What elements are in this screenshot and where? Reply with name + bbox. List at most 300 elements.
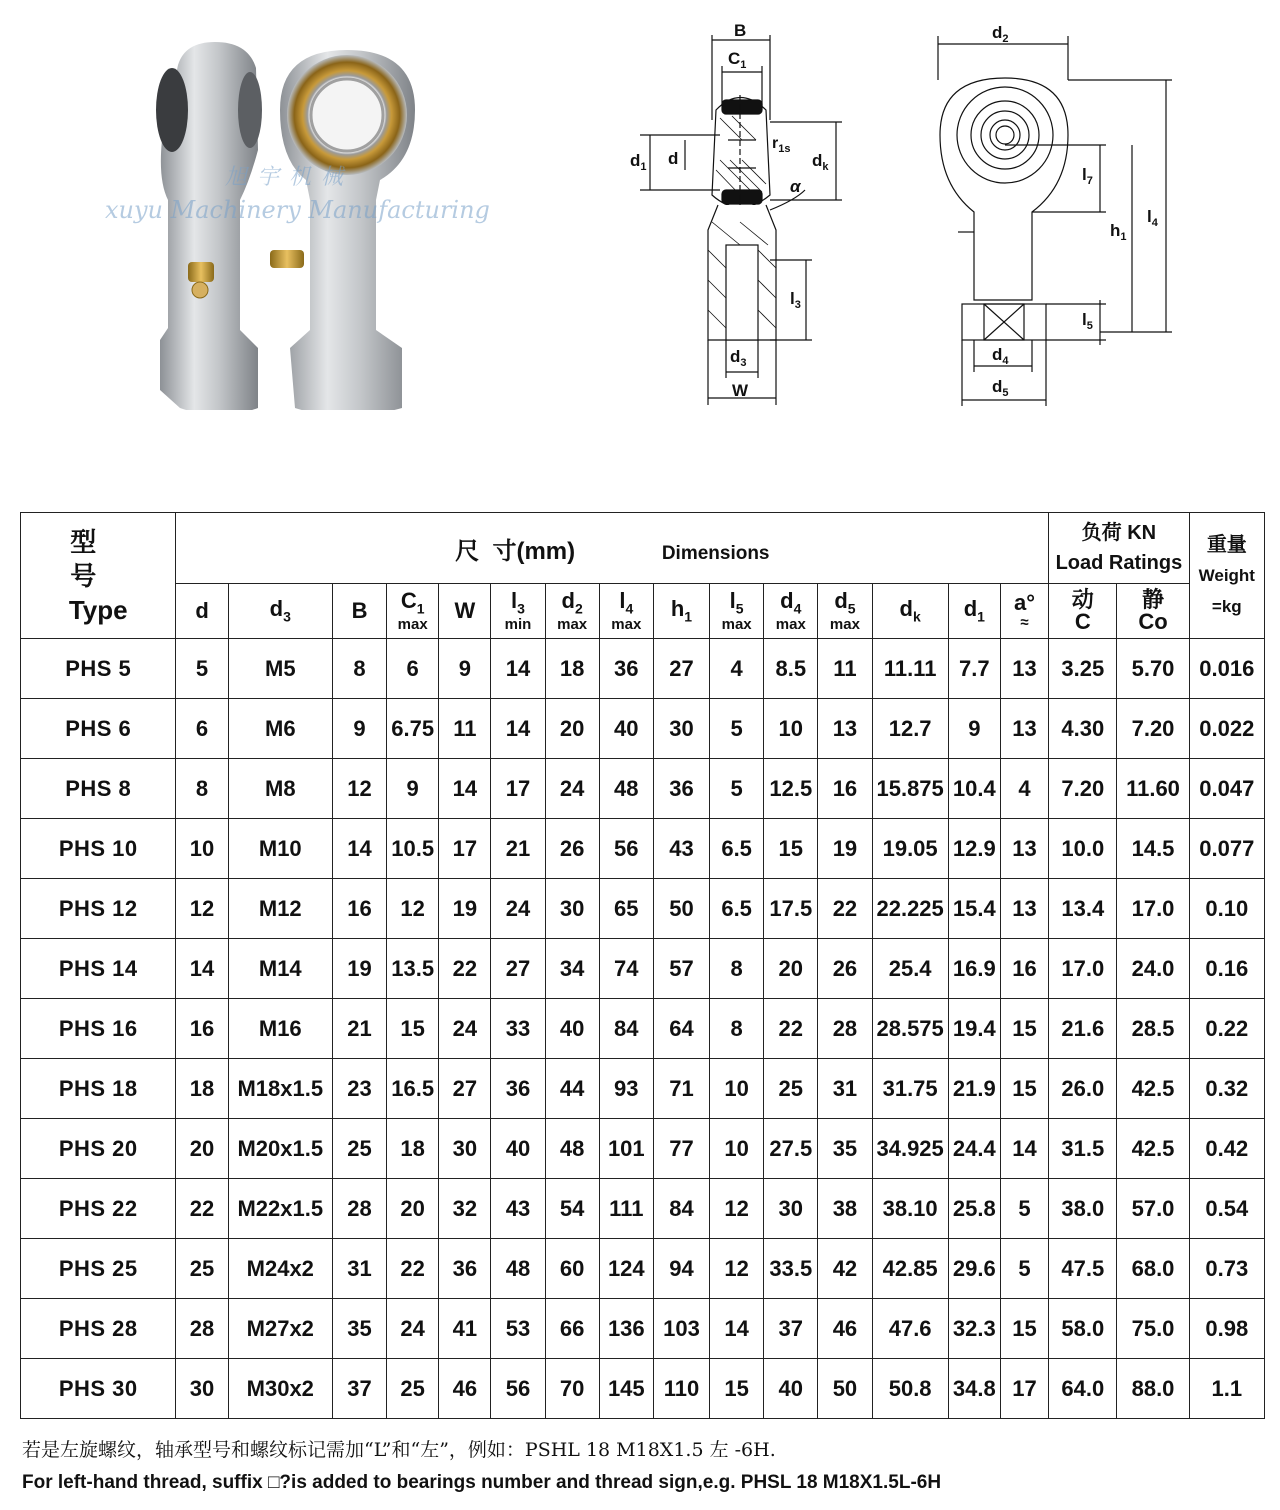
- table-cell: 31.75: [872, 1059, 948, 1119]
- table-cell: 36: [491, 1059, 545, 1119]
- type-cell: PHS 14: [21, 939, 176, 999]
- table-cell: 40: [599, 699, 653, 759]
- label-d5: $d_5$: [992, 377, 1009, 399]
- table-cell: 56: [599, 819, 653, 879]
- header-type-en: Type: [68, 594, 128, 625]
- column-header-row: [21, 584, 1265, 639]
- table-cell: 124: [599, 1239, 653, 1299]
- header-weight: [1189, 513, 1264, 639]
- table-cell: 17: [439, 819, 491, 879]
- column-header: $h_1$: [653, 584, 709, 639]
- table-cell: 28: [818, 999, 872, 1059]
- table-cell: 10.4: [948, 759, 1000, 819]
- table-cell: 17: [491, 759, 545, 819]
- table-cell: 25: [764, 1059, 818, 1119]
- table-cell: M30x2: [228, 1359, 332, 1419]
- table-cell: 74: [599, 939, 653, 999]
- table-cell: 9: [332, 699, 386, 759]
- section-drawing: [615, 15, 850, 410]
- table-cell: 12.7: [872, 699, 948, 759]
- rod-end-front-view: [270, 50, 415, 410]
- type-cell: PHS 10: [21, 819, 176, 879]
- table-cell: 22: [387, 1239, 439, 1299]
- table-cell: 25.4: [872, 939, 948, 999]
- table-cell: 42.5: [1117, 1119, 1189, 1179]
- table-cell: 40: [545, 999, 599, 1059]
- table-cell: 30: [764, 1179, 818, 1239]
- table-cell: 9: [439, 639, 491, 699]
- table-cell: 5: [710, 759, 764, 819]
- table-cell: 10: [176, 819, 228, 879]
- table-cell: 101: [599, 1119, 653, 1179]
- table-cell: M18x1.5: [228, 1059, 332, 1119]
- table-cell: 20: [387, 1179, 439, 1239]
- table-cell: 56: [491, 1359, 545, 1419]
- label-alpha: α: [790, 177, 801, 196]
- table-cell: 35: [332, 1299, 386, 1359]
- table-cell: 6.75: [387, 699, 439, 759]
- table-cell: 26.0: [1049, 1059, 1117, 1119]
- table-cell: 84: [653, 1179, 709, 1239]
- table-cell: 25: [332, 1119, 386, 1179]
- table-cell: 58.0: [1049, 1299, 1117, 1359]
- table-cell: 1.1: [1189, 1359, 1264, 1419]
- table-cell: 9: [387, 759, 439, 819]
- table-cell: 14: [491, 699, 545, 759]
- table-cell: 14: [332, 819, 386, 879]
- table-cell: 33.5: [764, 1239, 818, 1299]
- table-cell: 22.225: [872, 879, 948, 939]
- label-d2: $d_2$: [992, 23, 1009, 45]
- table-cell: 0.73: [1189, 1239, 1264, 1299]
- table-cell: 21: [491, 819, 545, 879]
- table-cell: 12: [387, 879, 439, 939]
- table-cell: 84: [599, 999, 653, 1059]
- table-cell: 32: [439, 1179, 491, 1239]
- table-cell: 0.16: [1189, 939, 1264, 999]
- table-row: [21, 759, 1265, 819]
- table-cell: M24x2: [228, 1239, 332, 1299]
- label-l7: $l_7$: [1082, 165, 1093, 187]
- table-cell: 15: [764, 819, 818, 879]
- table-cell: 25: [387, 1359, 439, 1419]
- table-cell: 7.7: [948, 639, 1000, 699]
- note-en: For left-hand thread, suffix □?is added to bearings number and thread sign,e.g. PHSL 18 M18X1.5L-6H: [22, 1472, 942, 1493]
- table-cell: M8: [228, 759, 332, 819]
- table-cell: 43: [653, 819, 709, 879]
- table-cell: 48: [599, 759, 653, 819]
- table-cell: 13: [818, 699, 872, 759]
- table-cell: 15: [1000, 999, 1048, 1059]
- table-cell: 13: [1000, 699, 1048, 759]
- column-header: W: [439, 584, 491, 639]
- table-cell: 13: [1000, 639, 1048, 699]
- table-cell: 54: [545, 1179, 599, 1239]
- table-cell: 21: [332, 999, 386, 1059]
- table-cell: 12.9: [948, 819, 1000, 879]
- table-cell: 11: [439, 699, 491, 759]
- header-type: [21, 513, 176, 639]
- table-cell: 46: [439, 1359, 491, 1419]
- table-cell: M5: [228, 639, 332, 699]
- table-cell: 27: [439, 1059, 491, 1119]
- type-cell: PHS 16: [21, 999, 176, 1059]
- table-cell: 33: [491, 999, 545, 1059]
- table-cell: 5: [1000, 1179, 1048, 1239]
- table-cell: 0.047: [1189, 759, 1264, 819]
- table-cell: 10: [764, 699, 818, 759]
- watermark-en: xuyu Machinery Manufacturing: [105, 196, 490, 224]
- table-cell: 24.0: [1117, 939, 1189, 999]
- table-cell: 15: [1000, 1299, 1048, 1359]
- table-cell: 0.98: [1189, 1299, 1264, 1359]
- table-cell: 15: [710, 1359, 764, 1419]
- table-cell: 64.0: [1049, 1359, 1117, 1419]
- header-dimensions-cn: 尺 寸(mm): [455, 537, 576, 565]
- table-row: [21, 1119, 1265, 1179]
- table-cell: 13: [1000, 879, 1048, 939]
- label-l5: $l_5$: [1082, 310, 1093, 332]
- table-cell: 71: [653, 1059, 709, 1119]
- table-cell: 22: [764, 999, 818, 1059]
- table-cell: 22: [176, 1179, 228, 1239]
- type-cell: PHS 22: [21, 1179, 176, 1239]
- table-cell: 15: [1000, 1059, 1048, 1119]
- table-cell: 16.9: [948, 939, 1000, 999]
- table-cell: 48: [491, 1239, 545, 1299]
- table-cell: 10: [710, 1059, 764, 1119]
- table-cell: 8: [710, 999, 764, 1059]
- type-cell: PHS 18: [21, 1059, 176, 1119]
- table-cell: M22x1.5: [228, 1179, 332, 1239]
- table-cell: M20x1.5: [228, 1119, 332, 1179]
- table-cell: 14: [710, 1299, 764, 1359]
- table-cell: 50: [818, 1359, 872, 1419]
- header-weight-cn: 重量: [1206, 533, 1247, 556]
- table-cell: 34: [545, 939, 599, 999]
- table-cell: M10: [228, 819, 332, 879]
- table-cell: 18: [176, 1059, 228, 1119]
- table-row: [21, 1179, 1265, 1239]
- type-cell: PHS 8: [21, 759, 176, 819]
- table-cell: 136: [599, 1299, 653, 1359]
- column-header: $d_3$: [228, 584, 332, 639]
- header-load-cn: 负荷 KN: [1081, 522, 1157, 544]
- table-cell: 17: [1000, 1359, 1048, 1419]
- table-cell: 20: [176, 1119, 228, 1179]
- table-cell: 14: [176, 939, 228, 999]
- table-cell: 27: [653, 639, 709, 699]
- table-cell: 6: [176, 699, 228, 759]
- table-cell: 64: [653, 999, 709, 1059]
- label-h1: $h_1$: [1110, 221, 1127, 243]
- column-header: $C_1$ max: [387, 584, 439, 639]
- table-cell: 0.54: [1189, 1179, 1264, 1239]
- table-cell: 25.8: [948, 1179, 1000, 1239]
- table-row: [21, 699, 1265, 759]
- header-weight-unit: =kg: [1211, 596, 1242, 616]
- rod-end-side-view: [156, 42, 262, 410]
- table-cell: 24: [439, 999, 491, 1059]
- table-cell: 13.5: [387, 939, 439, 999]
- table-cell: 34.925: [872, 1119, 948, 1179]
- note-cn: 若是左旋螺纹，轴承型号和螺纹标记需加“L”和“左”，例如：PSHL 18 M18X1.5 左 -6H.: [22, 1439, 776, 1461]
- table-cell: 12: [332, 759, 386, 819]
- table-cell: 57: [653, 939, 709, 999]
- header-load: [1049, 513, 1189, 584]
- label-dk: $d_k$: [812, 151, 829, 173]
- table-cell: 16: [818, 759, 872, 819]
- table-cell: 4: [1000, 759, 1048, 819]
- table-cell: 13: [1000, 819, 1048, 879]
- table-cell: 29.6: [948, 1239, 1000, 1299]
- table-cell: 28.5: [1117, 999, 1189, 1059]
- table-cell: 103: [653, 1299, 709, 1359]
- table-cell: 31: [332, 1239, 386, 1299]
- table-cell: M12: [228, 879, 332, 939]
- table-cell: 5: [1000, 1239, 1048, 1299]
- table-cell: 19: [332, 939, 386, 999]
- column-header: $l_4$ max: [599, 584, 653, 639]
- table-cell: 17.0: [1117, 879, 1189, 939]
- table-cell: 57.0: [1117, 1179, 1189, 1239]
- table-cell: 19: [818, 819, 872, 879]
- label-d3: $d_3$: [730, 347, 747, 369]
- table-cell: 14: [439, 759, 491, 819]
- table-cell: 3.25: [1049, 639, 1117, 699]
- table-cell: 40: [491, 1119, 545, 1179]
- table-cell: 66: [545, 1299, 599, 1359]
- table-cell: M14: [228, 939, 332, 999]
- table-cell: 30: [653, 699, 709, 759]
- table-cell: 47.5: [1049, 1239, 1117, 1299]
- column-header: $d_4$ max: [764, 584, 818, 639]
- table-cell: 42.85: [872, 1239, 948, 1299]
- table-row: [21, 1299, 1265, 1359]
- table-cell: 21.9: [948, 1059, 1000, 1119]
- table-cell: 75.0: [1117, 1299, 1189, 1359]
- table-cell: 5.70: [1117, 639, 1189, 699]
- table-cell: 6.5: [710, 819, 764, 879]
- label-l4: $l_4$: [1147, 207, 1158, 229]
- load-column-header: 静 Co: [1117, 584, 1189, 639]
- label-d4: $d_4$: [992, 345, 1009, 367]
- table-cell: 77: [653, 1119, 709, 1179]
- table-cell: 42.5: [1117, 1059, 1189, 1119]
- table-cell: 88.0: [1117, 1359, 1189, 1419]
- table-cell: 8: [710, 939, 764, 999]
- table-cell: 37: [764, 1299, 818, 1359]
- table-cell: 12: [710, 1179, 764, 1239]
- table-cell: 17.5: [764, 879, 818, 939]
- table-cell: 30: [545, 879, 599, 939]
- table-cell: 35: [818, 1119, 872, 1179]
- table-cell: 31.5: [1049, 1119, 1117, 1179]
- table-cell: 17.0: [1049, 939, 1117, 999]
- table-cell: M27x2: [228, 1299, 332, 1359]
- column-header: $d_2$ max: [545, 584, 599, 639]
- table-cell: 28: [332, 1179, 386, 1239]
- type-cell: PHS 28: [21, 1299, 176, 1359]
- table-cell: 27.5: [764, 1119, 818, 1179]
- table-cell: 53: [491, 1299, 545, 1359]
- table-cell: 11.60: [1117, 759, 1189, 819]
- table-cell: 30: [439, 1119, 491, 1179]
- table-cell: 46: [818, 1299, 872, 1359]
- header-load-en: Load Ratings: [1055, 552, 1183, 574]
- table-cell: 7.20: [1049, 759, 1117, 819]
- table-cell: 36: [439, 1239, 491, 1299]
- label-d: d: [668, 149, 679, 168]
- table-cell: 37: [332, 1359, 386, 1419]
- column-header: B: [332, 584, 386, 639]
- table-cell: 10: [710, 1119, 764, 1179]
- table-cell: 23: [332, 1059, 386, 1119]
- table-cell: 20: [545, 699, 599, 759]
- table-row: [21, 819, 1265, 879]
- column-header: $l_3$ min: [491, 584, 545, 639]
- table-row: [21, 1059, 1265, 1119]
- table-cell: 22: [818, 879, 872, 939]
- column-header: d: [176, 584, 228, 639]
- table-cell: 70: [545, 1359, 599, 1419]
- table-cell: 16: [332, 879, 386, 939]
- table-cell: 6: [387, 639, 439, 699]
- label-l3: $l_3$: [790, 289, 801, 311]
- table-cell: 28: [176, 1299, 228, 1359]
- table-cell: 19.05: [872, 819, 948, 879]
- table-cell: 48: [545, 1119, 599, 1179]
- table-cell: 8: [332, 639, 386, 699]
- table-cell: 36: [653, 759, 709, 819]
- header-type-cn: 型号: [70, 526, 157, 591]
- column-header: $l_5$ max: [710, 584, 764, 639]
- type-cell: PHS 20: [21, 1119, 176, 1179]
- table-cell: 21.6: [1049, 999, 1117, 1059]
- table-cell: 13.4: [1049, 879, 1117, 939]
- header-dimensions-en: Dimensions: [661, 542, 770, 564]
- table-row: [21, 1359, 1265, 1419]
- table-cell: 6.5: [710, 879, 764, 939]
- watermark-cn: 旭宇机械: [225, 165, 354, 190]
- table-row: [21, 879, 1265, 939]
- table-cell: 30: [176, 1359, 228, 1419]
- table-cell: 12.5: [764, 759, 818, 819]
- column-header: $d_k$: [872, 584, 948, 639]
- table-cell: 24: [545, 759, 599, 819]
- label-d1: $d_1$: [630, 151, 647, 173]
- table-cell: 60: [545, 1239, 599, 1299]
- label-r1s: $r_{1s}$: [772, 135, 791, 155]
- table-cell: 4: [710, 639, 764, 699]
- table-cell: 40: [764, 1359, 818, 1419]
- header-weight-en: Weight: [1198, 565, 1255, 585]
- table-cell: 15.875: [872, 759, 948, 819]
- table-cell: 12: [176, 879, 228, 939]
- table-cell: 14.5: [1117, 819, 1189, 879]
- spec-table: [20, 512, 1265, 1419]
- label-C1: $C_1$: [728, 49, 747, 71]
- table-cell: 34.8: [948, 1359, 1000, 1419]
- table-cell: 25: [176, 1239, 228, 1299]
- table-cell: 28.575: [872, 999, 948, 1059]
- table-cell: 93: [599, 1059, 653, 1119]
- label-B: B: [734, 21, 747, 40]
- table-cell: 10.0: [1049, 819, 1117, 879]
- table-cell: 111: [599, 1179, 653, 1239]
- table-row: [21, 639, 1265, 699]
- table-cell: 8: [176, 759, 228, 819]
- table-cell: 32.3: [948, 1299, 1000, 1359]
- table-cell: 16: [176, 999, 228, 1059]
- label-W: W: [732, 381, 749, 400]
- table-cell: 4.30: [1049, 699, 1117, 759]
- table-cell: 15: [387, 999, 439, 1059]
- table-cell: 38.0: [1049, 1179, 1117, 1239]
- table-cell: 20: [764, 939, 818, 999]
- table-cell: 50.8: [872, 1359, 948, 1419]
- table-cell: 0.22: [1189, 999, 1264, 1059]
- column-header: $d_1$: [948, 584, 1000, 639]
- table-body: [21, 639, 1265, 1419]
- table-cell: 68.0: [1117, 1239, 1189, 1299]
- table-cell: 0.077: [1189, 819, 1264, 879]
- table-cell: 16: [1000, 939, 1048, 999]
- table-cell: 8.5: [764, 639, 818, 699]
- table-cell: 19: [439, 879, 491, 939]
- table-cell: M6: [228, 699, 332, 759]
- table-cell: 65: [599, 879, 653, 939]
- table-cell: 47.6: [872, 1299, 948, 1359]
- table-cell: 11.11: [872, 639, 948, 699]
- column-header: a° ≈: [1000, 584, 1048, 639]
- type-cell: PHS 5: [21, 639, 176, 699]
- table-cell: 31: [818, 1059, 872, 1119]
- table-cell: 44: [545, 1059, 599, 1119]
- table-cell: 5: [710, 699, 764, 759]
- front-drawing: [915, 15, 1195, 415]
- table-cell: M16: [228, 999, 332, 1059]
- table-cell: 38.10: [872, 1179, 948, 1239]
- table-cell: 50: [653, 879, 709, 939]
- table-cell: 0.022: [1189, 699, 1264, 759]
- column-header: $d_5$ max: [818, 584, 872, 639]
- table-cell: 38: [818, 1179, 872, 1239]
- header-dimensions: [176, 513, 1049, 584]
- table-cell: 18: [387, 1119, 439, 1179]
- table-cell: 36: [599, 639, 653, 699]
- table-cell: 41: [439, 1299, 491, 1359]
- table-cell: 0.32: [1189, 1059, 1264, 1119]
- table-cell: 18: [545, 639, 599, 699]
- table-cell: 24.4: [948, 1119, 1000, 1179]
- table-cell: 16.5: [387, 1059, 439, 1119]
- table-cell: 14: [491, 639, 545, 699]
- table-cell: 15.4: [948, 879, 1000, 939]
- table-cell: 5: [176, 639, 228, 699]
- table-cell: 14: [1000, 1119, 1048, 1179]
- table-cell: 10.5: [387, 819, 439, 879]
- type-cell: PHS 25: [21, 1239, 176, 1299]
- table-cell: 11: [818, 639, 872, 699]
- table-cell: 19.4: [948, 999, 1000, 1059]
- type-cell: PHS 30: [21, 1359, 176, 1419]
- table-cell: 145: [599, 1359, 653, 1419]
- table-cell: 9: [948, 699, 1000, 759]
- table-cell: 110: [653, 1359, 709, 1419]
- table-cell: 27: [491, 939, 545, 999]
- table-cell: 94: [653, 1239, 709, 1299]
